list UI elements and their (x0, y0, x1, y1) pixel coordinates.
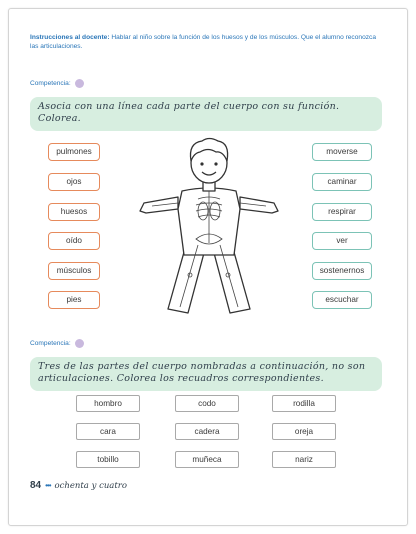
competencia-badge (75, 79, 84, 88)
right-item-caminar[interactable]: caminar (312, 173, 372, 191)
left-item-pulmones[interactable]: pulmones (48, 143, 100, 161)
competencia-2 (30, 339, 84, 348)
right-item-respirar[interactable]: respirar (312, 203, 372, 221)
option-hombro[interactable]: hombro (76, 395, 140, 412)
option-cadera[interactable]: cadera (175, 423, 239, 440)
left-item-oido[interactable]: oído (48, 232, 100, 250)
left-item-pies[interactable]: pies (48, 291, 100, 309)
competencia-1 (30, 79, 84, 88)
left-item-ojos[interactable]: ojos (48, 173, 100, 191)
footer-dots: ••• (45, 481, 51, 490)
right-item-sostenernos[interactable]: sostenernos (312, 262, 372, 280)
child-body-illustration (138, 133, 280, 323)
competencia-label: Competencia: (30, 340, 71, 347)
right-item-moverse[interactable]: moverse (312, 143, 372, 161)
page-number: 84 (30, 480, 42, 491)
instructions-text: Hablar al niño sobre la función de los huesos y de los músculos. Que el alumno reconozca las articulaciones. (30, 34, 376, 50)
page-number-words: ochenta y cuatro (54, 481, 127, 491)
left-item-musculos[interactable]: músculos (48, 262, 100, 280)
competencia-label: Competencia: (30, 80, 71, 87)
option-tobillo[interactable]: tobillo (76, 451, 140, 468)
exercise-2-prompt: Tres de las partes del cuerpo nombradas a continuación, no son articulaciones. Colorea los recuadros correspondientes. (30, 357, 382, 391)
option-rodilla[interactable]: rodilla (272, 395, 336, 412)
option-cara[interactable]: cara (76, 423, 140, 440)
competencia-badge (75, 339, 84, 348)
page-footer (30, 480, 127, 491)
teacher-instructions (30, 33, 380, 51)
instructions-label: Instrucciones al docente: (30, 34, 110, 41)
right-item-escuchar[interactable]: escuchar (312, 291, 372, 309)
option-codo[interactable]: codo (175, 395, 239, 412)
option-oreja[interactable]: oreja (272, 423, 336, 440)
left-item-huesos[interactable]: huesos (48, 203, 100, 221)
option-nariz[interactable]: nariz (272, 451, 336, 468)
exercise-1-prompt: Asocia con una línea cada parte del cuerpo con su función. Colorea. (30, 97, 382, 131)
right-item-ver[interactable]: ver (312, 232, 372, 250)
option-muneca[interactable]: muñeca (175, 451, 239, 468)
